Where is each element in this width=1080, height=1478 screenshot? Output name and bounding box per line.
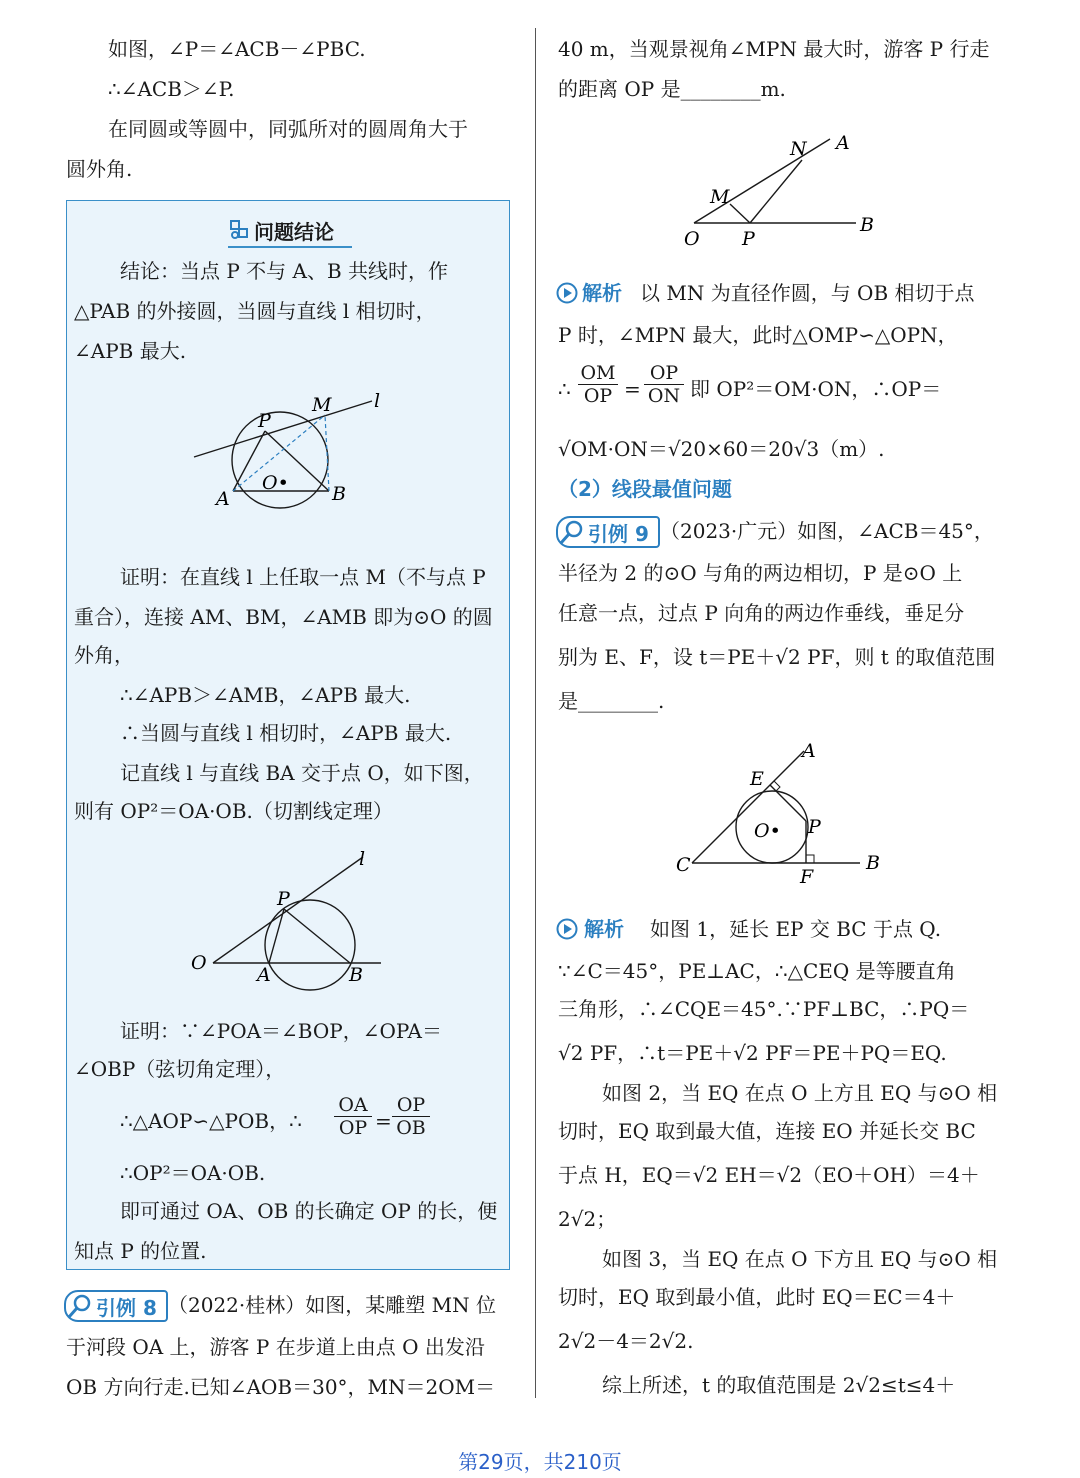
label-B: B bbox=[866, 852, 880, 874]
text-line: ∴∠APB＞∠AMB，∠APB 最大. bbox=[120, 683, 411, 707]
analysis-label: 解析 bbox=[584, 917, 624, 941]
label-O: O bbox=[191, 952, 207, 974]
text-line: 知点 P 的位置. bbox=[74, 1239, 207, 1263]
label-F: F bbox=[800, 866, 814, 888]
text-line: 于河段 OA 上，游客 P 在步道上由点 O 出发沿 bbox=[66, 1335, 485, 1359]
text-line: 三角形，∴∠CQE＝45°.∵PF⊥BC，∴PQ＝ bbox=[558, 997, 970, 1021]
column-divider bbox=[535, 28, 536, 1398]
section-heading: （2）线段最值问题 bbox=[558, 477, 732, 501]
figure-sculpture bbox=[680, 125, 890, 255]
figure-secant-tangent bbox=[185, 845, 395, 995]
play-icon bbox=[556, 918, 580, 940]
example-tag-label: 引例 9 bbox=[588, 522, 649, 546]
text-line: 是________. bbox=[558, 689, 665, 713]
text-line: 在同圆或等圆中，同弧所对的圆周角大于 bbox=[108, 117, 468, 141]
magnifier-icon bbox=[558, 518, 586, 546]
text-line: △PAB 的外接圆，当圆与直线 l 相切时， bbox=[74, 299, 436, 323]
text-line: 如图 3，当 EQ 在点 O 下方且 EQ 与⊙O 相 bbox=[602, 1247, 998, 1271]
text-line: OB 方向行走.已知∠AOB＝30°，MN＝2OM＝ bbox=[66, 1375, 496, 1399]
text-line: 2√2； bbox=[558, 1207, 617, 1231]
text-line: P 时，∠MPN 最大，此时△OMP∽△OPN， bbox=[558, 323, 958, 347]
play-icon bbox=[556, 282, 580, 304]
label-l: l bbox=[374, 390, 381, 412]
text-line: （2022·桂林）如图，某雕塑 MN 位 bbox=[168, 1293, 496, 1317]
fraction: $\frac{OP}{OB}$ bbox=[392, 1094, 430, 1139]
equals: = bbox=[375, 1109, 392, 1133]
label-O: O• bbox=[262, 472, 289, 494]
text-line: 证明：在直线 l 上任取一点 M（不与点 P bbox=[120, 565, 486, 589]
text-line: 即 OP²＝OM·ON，∴OP＝ bbox=[690, 377, 942, 401]
text-line: ∴∠ACB＞∠P. bbox=[108, 77, 235, 101]
label-O: O bbox=[684, 228, 700, 250]
text-line: 结论：当点 P 不与 A、B 共线时，作 bbox=[120, 259, 449, 283]
label-C: C bbox=[676, 854, 691, 876]
text-line: 2√2－4＝2√2. bbox=[558, 1329, 694, 1353]
text-line: 别为 E、F，设 t＝PE＋√2 PF，则 t 的取值范围 bbox=[558, 645, 996, 669]
label-A: A bbox=[216, 488, 230, 510]
label-P: P bbox=[742, 228, 755, 250]
label-O: O• bbox=[754, 820, 781, 842]
text-line: 以 MN 为直径作圆，与 OB 相切于点 bbox=[640, 281, 975, 305]
label-P: P bbox=[808, 816, 821, 838]
text-line: ∴OP²＝OA·OB. bbox=[120, 1161, 266, 1185]
therefore: ∴ bbox=[558, 377, 571, 401]
puzzle-icon bbox=[228, 218, 250, 242]
label-A: A bbox=[257, 964, 271, 986]
label-M: M bbox=[312, 394, 332, 416]
label-P: P bbox=[258, 410, 271, 432]
text-line: 如图 1，延长 EP 交 BC 于点 Q. bbox=[650, 917, 942, 941]
text-line: 外角， bbox=[74, 643, 134, 667]
example-tag-label: 引例 8 bbox=[96, 1296, 157, 1320]
text-line: √2 PF，∴t＝PE＋√2 PF＝PE＋PQ＝EQ. bbox=[558, 1041, 947, 1065]
equals: = bbox=[624, 377, 641, 401]
fraction: $\frac{OM}{OP}$ bbox=[578, 362, 618, 407]
text-line: 则有 OP²＝OA·OB.（切割线定理） bbox=[74, 799, 393, 823]
fraction: $\frac{OP}{ON}$ bbox=[644, 362, 684, 407]
text-line: 即可通过 OA、OB 的长确定 OP 的长，便 bbox=[120, 1199, 498, 1223]
label-P: P bbox=[277, 888, 290, 910]
text-line: 半径为 2 的⊙O 与角的两边相切，P 是⊙O 上 bbox=[558, 561, 963, 585]
text-line: 切时，EQ 取到最小值，此时 EQ＝EC＝4＋ bbox=[558, 1285, 956, 1309]
box-title: 问题结论 bbox=[228, 216, 352, 248]
label-B: B bbox=[349, 964, 363, 986]
text-line: 如图 2，当 EQ 在点 O 上方且 EQ 与⊙O 相 bbox=[602, 1081, 998, 1105]
fraction: $\frac{OA}{OP}$ bbox=[334, 1094, 372, 1139]
figure-angle-circle bbox=[670, 735, 890, 890]
text-line: 任意一点，过点 P 向角的两边作垂线，垂足分 bbox=[558, 601, 965, 625]
text-line: 证明：∵∠POA＝∠BOP，∠OPA＝ bbox=[120, 1019, 442, 1043]
label-B: B bbox=[860, 214, 874, 236]
page-footer: 第29页，共210页 bbox=[458, 1450, 622, 1474]
label-N: N bbox=[790, 138, 807, 160]
text-line: 于点 H，EQ＝√2 EH＝√2（EO＋OH）＝4＋ bbox=[558, 1163, 980, 1187]
text-line: ∠APB 最大. bbox=[74, 339, 187, 363]
text-line: ∠OBP（弦切角定理）， bbox=[74, 1057, 286, 1081]
magnifier-icon bbox=[66, 1292, 94, 1320]
text-line: （2023·广元）如图，∠ACB＝45°， bbox=[660, 519, 994, 543]
text-line: 的距离 OP 是________m. bbox=[558, 77, 786, 101]
label-M: M bbox=[710, 186, 730, 208]
analysis-label: 解析 bbox=[582, 281, 622, 305]
text-line: ∵∠C＝45°，PE⊥AC，∴△CEQ 是等腰直角 bbox=[558, 959, 956, 983]
text-line: 40 m，当观景视角∠MPN 最大时，游客 P 行走 bbox=[558, 37, 990, 61]
label-A: A bbox=[802, 740, 816, 762]
text-line: 圆外角. bbox=[66, 157, 133, 181]
label-B: B bbox=[332, 483, 346, 505]
label-A: A bbox=[836, 132, 850, 154]
text-line: √OM·ON＝√20×60＝20√3（m）. bbox=[558, 437, 885, 461]
text-line: 记直线 l 与直线 BA 交于点 O，如下图， bbox=[120, 761, 484, 785]
text-line: ∴△AOP∽△POB，∴ bbox=[120, 1109, 302, 1133]
figure-tangent-circle bbox=[180, 385, 410, 535]
text-line: 综上所述，t 的取值范围是 2√2≤t≤4＋ bbox=[602, 1373, 956, 1397]
text-line: 切时，EQ 取到最大值，连接 EO 并延长交 BC bbox=[558, 1119, 976, 1143]
text-line: ∴当圆与直线 l 相切时，∠APB 最大. bbox=[120, 721, 452, 745]
text-line: 如图，∠P＝∠ACB－∠PBC. bbox=[108, 37, 366, 61]
text-line: 重合），连接 AM、BM，∠AMB 即为⊙O 的圆 bbox=[74, 605, 493, 629]
label-l: l bbox=[359, 848, 366, 870]
label-E: E bbox=[750, 768, 764, 790]
